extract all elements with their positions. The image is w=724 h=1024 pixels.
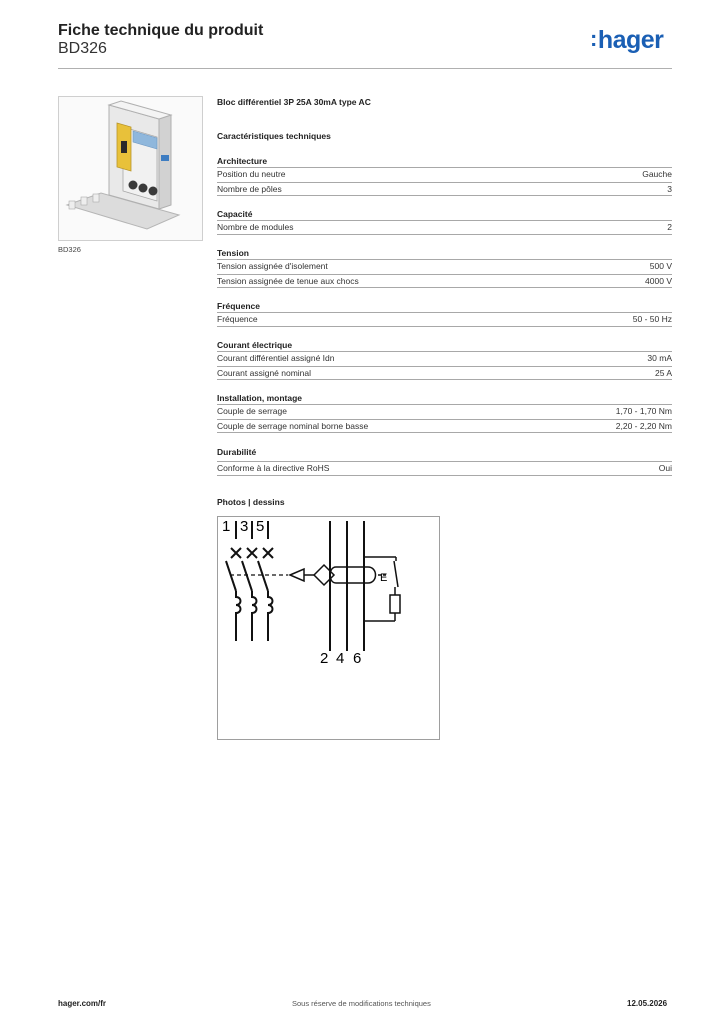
spec-row: Nombre de pôles 3 [217, 182, 672, 197]
spec-row: Courant assigné nominal 25 A [217, 366, 672, 381]
spec-group-architecture [217, 155, 672, 196]
spec-row: Tension assignée de tenue aux chocs 4000 V [217, 274, 672, 289]
wiring-schematic [217, 516, 440, 740]
spec-group-title: Architecture [217, 156, 268, 166]
wiring-diagram-icon [218, 517, 439, 739]
spec-group-frequence [217, 300, 672, 327]
product-photo-icon [59, 97, 202, 240]
spec-group-installation [217, 392, 672, 433]
photos-title: Photos | dessins [217, 497, 285, 507]
spec-row: Courant différentiel assigné Idn 30 mA [217, 351, 672, 366]
hager-logo[interactable] [590, 26, 663, 55]
schematic-label: 3 [240, 518, 249, 535]
spec-group-title: Courant électrique [217, 340, 293, 350]
spec-row: Tension assignée d'isolement 500 V [217, 259, 672, 274]
spec-group-title: Capacité [217, 209, 253, 219]
photo-caption: BD326 [58, 245, 81, 254]
spec-group-capacite [217, 208, 672, 235]
spec-group-courant [217, 339, 672, 380]
spec-row: Fréquence 50 - 50 Hz [217, 312, 672, 327]
footer-disclaimer: Sous réserve de modifications techniques [292, 999, 431, 1008]
spec-group-title: Tension [217, 248, 249, 258]
footer-website[interactable]: hager.com/fr [58, 999, 107, 1008]
schematic-label: 2 [320, 650, 329, 667]
spec-group-title: Installation, montage [217, 393, 303, 403]
product-description: Bloc différentiel 3P 25A 30mA type AC [217, 97, 371, 107]
header-divider [58, 68, 672, 69]
schematic-label: 4 [336, 650, 345, 667]
spec-row: Nombre de modules 2 [217, 220, 672, 235]
footer-date: 12.05.2026 [627, 999, 668, 1008]
spec-group-title: Fréquence [217, 301, 260, 311]
schematic-label: 6 [353, 650, 362, 667]
spec-row: Position du neutre Gauche [217, 167, 672, 182]
product-photo [58, 96, 203, 241]
spec-group-tension [217, 247, 672, 288]
spec-group-title: Durabilité [217, 447, 257, 457]
logo-dots-icon: : [590, 26, 597, 51]
specs-title: Caractéristiques techniques [217, 131, 331, 141]
spec-group-durabilite [217, 446, 672, 476]
product-code: BD326 [58, 40, 107, 57]
schematic-label: 5 [256, 518, 265, 535]
schematic-label: 1 [222, 518, 231, 535]
logo-text: hager [597, 26, 664, 54]
schematic-test-label: E [380, 572, 388, 584]
page-title: Fiche technique du produit [58, 22, 264, 39]
spec-row: Couple de serrage nominal borne basse 2,20 - 2,20 Nm [217, 419, 672, 434]
spec-row: Couple de serrage 1,70 - 1,70 Nm [217, 404, 672, 419]
spec-row: Conforme à la directive RoHS Oui [217, 461, 672, 476]
